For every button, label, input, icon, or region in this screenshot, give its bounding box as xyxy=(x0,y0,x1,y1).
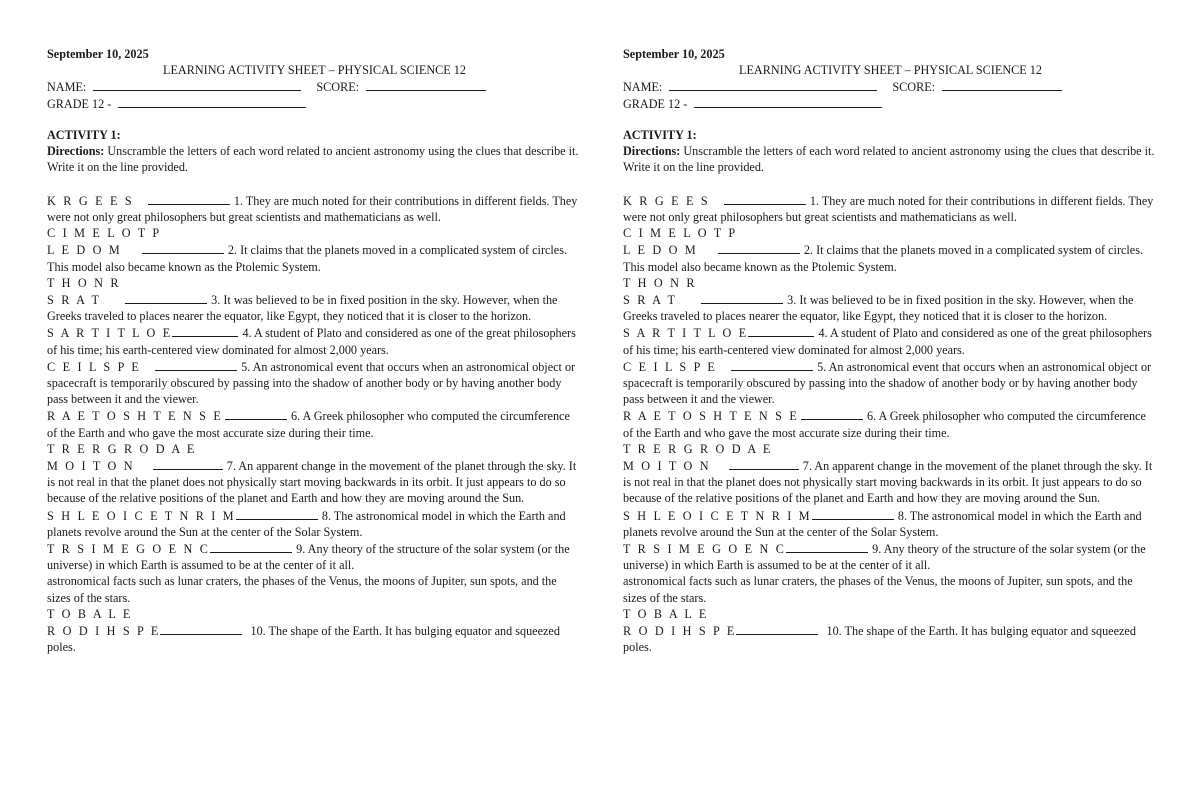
answer-blank[interactable] xyxy=(225,407,287,420)
answer-blank[interactable] xyxy=(786,540,868,553)
answer-blank[interactable] xyxy=(736,622,818,635)
name-score-row xyxy=(47,78,582,94)
answer-blank[interactable] xyxy=(210,540,292,553)
clue-text: 9. Any theory of the structure of the solar system (or the universe) in which Earth is assumed to be at the center of it all. xyxy=(623,541,1146,573)
answer-blank[interactable] xyxy=(801,407,863,420)
answer-blank[interactable] xyxy=(731,358,813,371)
score-label: SCORE: xyxy=(892,80,936,95)
scrambled-word: R O D I H S P E xyxy=(47,623,161,638)
score-blank[interactable] xyxy=(366,78,486,91)
clue-text: 8. The astronomical model in which the Earth and planets revolve around the Sun at the center of the Solar System. xyxy=(623,508,1142,539)
sheet-title: LEARNING ACTIVITY SHEET – PHYSICAL SCIENCE 12 xyxy=(739,63,1042,78)
directions-text: Unscramble the letters of each word related to ancient astronomy using the clues that describe it. Write it on the line provided. xyxy=(623,144,1155,175)
scrambled-word: T H O N R xyxy=(623,275,697,290)
scrambled-word: S H L E O I C E T N R I M xyxy=(47,508,236,523)
clue-text: 8. The astronomical model in which the Earth and planets revolve around the Sun at the center of the Solar System. xyxy=(47,508,566,539)
scrambled-word: T R S I M E G O E N C xyxy=(47,541,211,556)
list-item xyxy=(623,407,1158,440)
scrambled-word: T R S I M E G O E N C xyxy=(623,541,787,556)
scrambled-word: T R E R G R O D A E xyxy=(47,441,197,456)
scrambled-word: C E I L S P E xyxy=(623,359,718,374)
clue-text: 5. An astronomical event that occurs when an astronomical object or spacecraft is temporarily obscured by passing into the shadow of another body or by having another body pass between it and the viewer. xyxy=(47,359,576,407)
scrambled-word: C E I L S P E xyxy=(47,359,142,374)
scrambled-word: S R A T xyxy=(47,292,102,307)
scrambled-word: T O B A L E xyxy=(623,606,709,621)
list-item xyxy=(623,324,1158,357)
directions xyxy=(47,143,582,175)
answer-blank[interactable] xyxy=(172,324,238,337)
scrambled-word: S H L E O I C E T N R I M xyxy=(623,508,812,523)
clue-text: 7. An apparent change in the movement of the planet through the sky. It is not real in that the planet does not physically start moving backwards in its orbit. It just appears to do so because of the relative positions of the planet and Earth and how they are moving around the Sun. xyxy=(623,458,1153,506)
grade-label: GRADE 12 - xyxy=(623,96,688,111)
clue-text: 2. It claims that the planets moved in a complicated system of circles. This model also became known as the Ptolemic System. xyxy=(623,243,1143,274)
answer-blank[interactable] xyxy=(155,358,237,371)
scrambled-word: M O I T O N xyxy=(47,458,135,473)
directions-label: Directions: xyxy=(47,144,105,159)
grade-label: GRADE 12 - xyxy=(47,96,112,111)
list-item xyxy=(47,622,582,655)
list-item xyxy=(47,358,582,408)
answer-blank[interactable] xyxy=(142,241,224,254)
scrambled-word: C I M E L O T P xyxy=(47,226,162,241)
name-label: NAME: xyxy=(47,80,87,95)
answer-blank[interactable] xyxy=(148,192,230,205)
grade-row xyxy=(47,95,582,111)
list-item xyxy=(47,324,582,357)
scrambled-word: S R A T xyxy=(623,292,678,307)
clue-text: 2. It claims that the planets moved in a complicated system of circles. This model also became known as the Ptolemic System. xyxy=(47,243,567,274)
scrambled-word: R O D I H S P E xyxy=(623,623,737,638)
scrambled-word: K R G E E S xyxy=(623,193,710,208)
clue-text: 4. A student of Plato and considered as one of the great philosophers of his time; his earth-centered view dominated for almost 2,000 years. xyxy=(623,326,1152,357)
clue-text: 6. A Greek philosopher who computed the circumference of the Earth and who gave the most accurate size during their time. xyxy=(47,409,570,440)
grade-blank[interactable] xyxy=(118,95,306,108)
clue-text: 10. The shape of the Earth. It has bulging equator and squeezed poles. xyxy=(47,623,560,655)
scrambled-word: R A E T O S H T E N S E xyxy=(623,409,800,424)
scrambled-word: T H O N R xyxy=(47,275,121,290)
scrambled-word: R A E T O S H T E N S E xyxy=(47,409,224,424)
list-item xyxy=(623,622,1158,655)
scrambled-word: K R G E E S xyxy=(47,193,134,208)
clue-text: 1. They are much noted for their contributions in different fields. They were not only great philosophers but great scientists and mathematicians as well. xyxy=(47,193,578,224)
activity-sheet-left xyxy=(47,46,582,655)
list-item xyxy=(623,540,1158,573)
name-blank[interactable] xyxy=(93,78,301,91)
activity-heading: ACTIVITY 1: xyxy=(47,127,121,142)
scrambled-word: C I M E L O T P xyxy=(623,226,738,241)
answer-blank[interactable] xyxy=(812,507,894,520)
sheet-title: LEARNING ACTIVITY SHEET – PHYSICAL SCIENCE 12 xyxy=(163,63,466,78)
clue-note: astronomical facts such as lunar craters, the phases of the Venus, the moons of Jupiter, sun spots, and the sizes of the stars. xyxy=(623,574,1133,605)
answer-blank[interactable] xyxy=(748,324,814,337)
list-item xyxy=(623,192,1158,225)
list-item xyxy=(623,241,1158,274)
answer-blank[interactable] xyxy=(701,291,783,304)
list-item xyxy=(623,457,1158,507)
list-item xyxy=(47,457,582,507)
clue-text: 5. An astronomical event that occurs when an astronomical object or spacecraft is temporarily obscured by passing into the shadow of another body or by having another body pass between it and the viewer. xyxy=(623,359,1152,407)
scrambled-word: L E D O M xyxy=(623,243,698,258)
date: September 10, 2025 xyxy=(623,47,725,61)
score-blank[interactable] xyxy=(942,78,1062,91)
clue-text: 7. An apparent change in the movement of the planet through the sky. It is not real in that the planet does not physically start moving backwards in its orbit. It just appears to do so because of the relative positions of the planet and Earth and how they are moving around the Sun. xyxy=(47,458,577,506)
directions xyxy=(623,143,1158,175)
clue-text: 3. It was believed to be in fixed position in the sky. However, when the Greeks traveled to places nearer the equator, like Egypt, they noticed that it is closer to the horizon. xyxy=(47,292,558,324)
list-item xyxy=(623,291,1158,324)
date: September 10, 2025 xyxy=(47,47,149,61)
list-item xyxy=(47,507,582,540)
scrambled-word: L E D O M xyxy=(47,243,122,258)
list-item xyxy=(47,540,582,573)
clue-text: 6. A Greek philosopher who computed the circumference of the Earth and who gave the most accurate size during their time. xyxy=(623,409,1146,440)
directions-text: Unscramble the letters of each word related to ancient astronomy using the clues that describe it. Write it on the line provided. xyxy=(47,144,579,175)
answer-blank[interactable] xyxy=(718,241,800,254)
score-label: SCORE: xyxy=(316,80,360,95)
clue-note: astronomical facts such as lunar craters, the phases of the Venus, the moons of Jupiter, sun spots, and the sizes of the stars. xyxy=(47,574,557,605)
scrambled-word: S A R T I T L O E xyxy=(47,326,173,341)
list-item xyxy=(47,241,582,274)
scrambled-word: T O B A L E xyxy=(47,606,133,621)
activity-heading: ACTIVITY 1: xyxy=(623,127,697,142)
clue-text: 3. It was believed to be in fixed position in the sky. However, when the Greeks traveled to places nearer the equator, like Egypt, they noticed that it is closer to the horizon. xyxy=(623,292,1134,324)
name-blank[interactable] xyxy=(669,78,877,91)
directions-label: Directions: xyxy=(623,144,681,159)
clue-text: 10. The shape of the Earth. It has bulging equator and squeezed poles. xyxy=(623,623,1136,655)
list-item xyxy=(623,507,1158,540)
scrambled-word: M O I T O N xyxy=(623,458,711,473)
list-item xyxy=(47,192,582,225)
grade-row xyxy=(623,95,1158,111)
answer-blank[interactable] xyxy=(236,507,318,520)
list-item xyxy=(47,407,582,440)
clue-text: 9. Any theory of the structure of the solar system (or the universe) in which Earth is assumed to be at the center of it all. xyxy=(47,541,570,573)
answer-blank[interactable] xyxy=(729,457,799,470)
scrambled-word: S A R T I T L O E xyxy=(623,326,749,341)
answer-blank[interactable] xyxy=(125,291,207,304)
answer-blank[interactable] xyxy=(724,192,806,205)
grade-blank[interactable] xyxy=(694,95,882,108)
name-label: NAME: xyxy=(623,80,663,95)
activity-sheet-right xyxy=(623,46,1158,655)
list-item xyxy=(623,358,1158,408)
scrambled-word: T R E R G R O D A E xyxy=(623,441,773,456)
name-score-row xyxy=(623,78,1158,94)
answer-blank[interactable] xyxy=(160,622,242,635)
clue-text: 1. They are much noted for their contributions in different fields. They were not only great philosophers but great scientists and mathematicians as well. xyxy=(623,193,1154,224)
clue-text: 4. A student of Plato and considered as one of the great philosophers of his time; his earth-centered view dominated for almost 2,000 years. xyxy=(47,326,576,357)
list-item xyxy=(47,291,582,324)
answer-blank[interactable] xyxy=(153,457,223,470)
